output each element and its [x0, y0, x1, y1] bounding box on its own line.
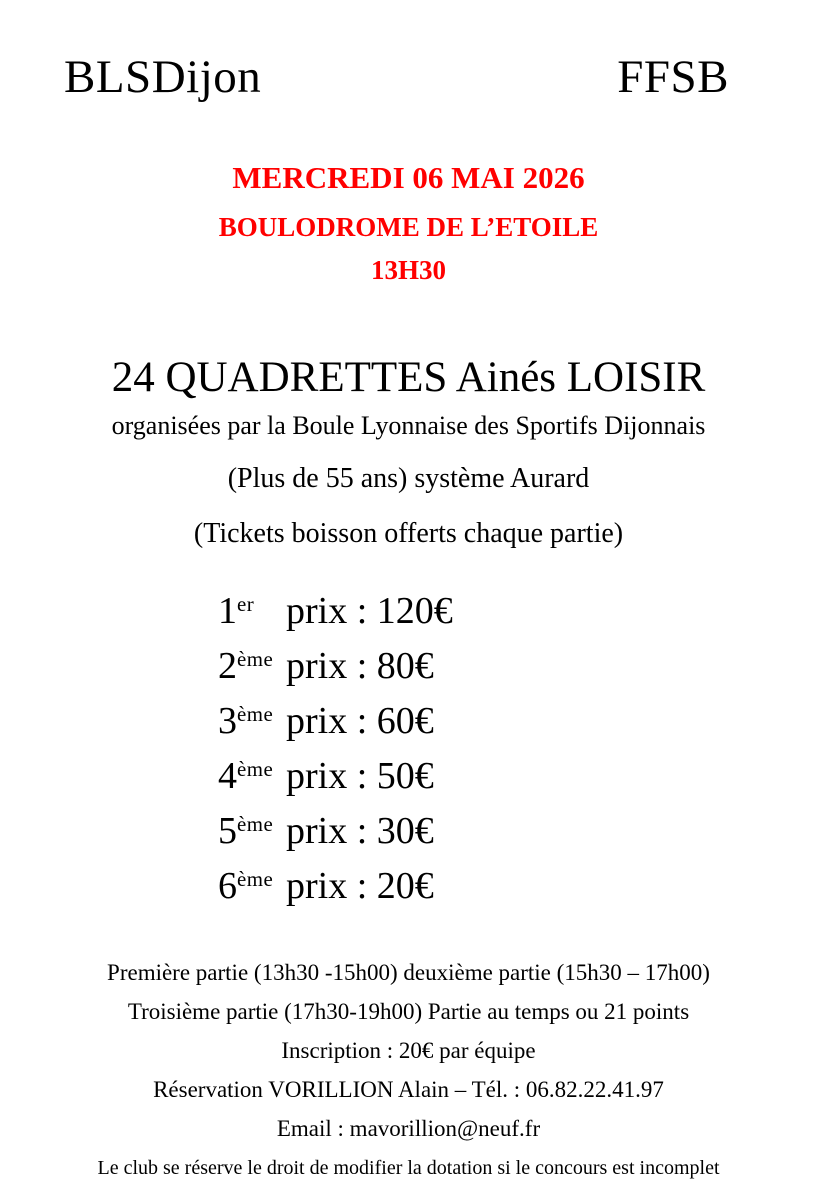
prize-rank: 1er: [218, 589, 255, 632]
prize-rank: 2ème: [218, 644, 274, 687]
ordinal-suffix: ème: [237, 646, 274, 671]
prize-list: [218, 589, 817, 907]
email-line: Email : mavorillion@neuf.fr: [276, 1115, 541, 1141]
prize-amount: prix : 30€: [286, 809, 434, 852]
eligibility-line: (Plus de 55 ans) système Aurard: [227, 462, 590, 494]
prize-row: [218, 809, 817, 852]
prize-amount: prix : 80€: [286, 644, 434, 687]
reservation-line: Réservation VORILLION Alain – Tél. : 06.82.22.41.97: [153, 1076, 664, 1102]
ordinal-suffix: ème: [237, 701, 274, 726]
masthead: [0, 0, 817, 104]
ordinal-suffix: ème: [237, 866, 274, 891]
bonus-line: (Tickets boisson offerts chaque partie): [193, 517, 624, 549]
prize-amount: prix : 20€: [286, 864, 434, 907]
event-details-block: [0, 159, 817, 285]
prize-amount: prix : 60€: [286, 699, 434, 742]
prize-rank: 5ème: [218, 809, 274, 852]
prize-rank: 4ème: [218, 754, 274, 797]
event-venue: BOULODROME DE L’ETOILE: [218, 211, 599, 242]
ordinal-suffix: ème: [237, 756, 274, 781]
schedule-line-1: Première partie (13h30 -15h00) deuxième partie (15h30 – 17h00): [107, 959, 710, 985]
info-block: [0, 961, 817, 1140]
club-logo-text: BLSDijon: [64, 51, 262, 103]
federation-logo-text: FFSB: [617, 51, 729, 103]
prize-row: [218, 589, 817, 632]
inscription-line: Inscription : 20€ par équipe: [281, 1037, 536, 1063]
prize-rank: 3ème: [218, 699, 274, 742]
prize-row: [218, 754, 817, 797]
organizer-line: organisées par la Boule Lyonnaise des Sportifs Dijonnais: [111, 410, 706, 440]
tournament-title: 24 QUADRETTES Ainés LOISIR: [111, 353, 706, 401]
ordinal-suffix: er: [237, 591, 255, 616]
prize-row: [218, 699, 817, 742]
prize-rank: 6ème: [218, 864, 274, 907]
tournament-title-block: [0, 353, 817, 549]
prize-row: [218, 864, 817, 907]
disclaimer-line: Le club se réserve le droit de modifier la dotation si le concours est incomplet: [97, 1156, 720, 1179]
prize-amount: prix : 50€: [286, 754, 434, 797]
prize-amount: prix : 120€: [286, 589, 453, 632]
ordinal-suffix: ème: [237, 811, 274, 836]
event-time: 13H30: [370, 254, 446, 285]
event-date: MERCREDI 06 MAI 2026: [232, 159, 585, 195]
schedule-line-2: Troisième partie (17h30-19h00) Partie au temps ou 21 points: [127, 998, 690, 1024]
prize-row: [218, 644, 817, 687]
